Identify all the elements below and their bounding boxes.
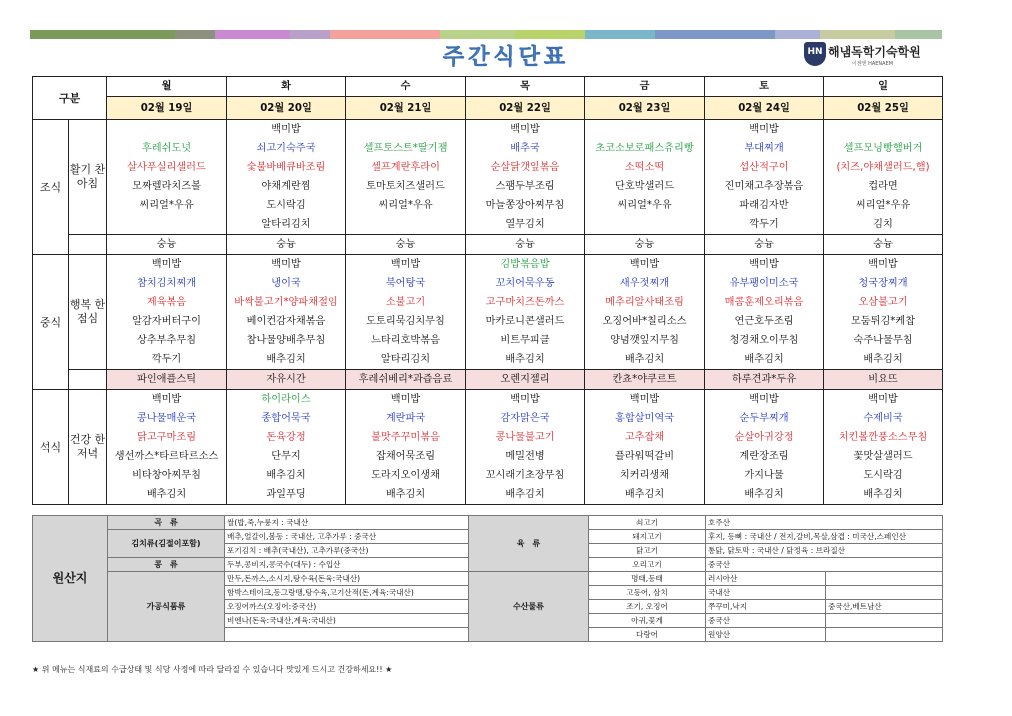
menu-item: 배추김치 — [466, 485, 585, 505]
color-strip-segment — [330, 30, 440, 39]
extra-item: 숭늉 — [227, 235, 346, 255]
menu-item: 북어탕국 — [346, 274, 466, 293]
menu-item: 청경채오이무침 — [705, 331, 824, 350]
menu-item: 도라지오이생채 — [346, 466, 466, 485]
meal-subtitle: 건강 한 저녁 — [69, 390, 107, 505]
menu-item: 백미밥 — [466, 120, 585, 140]
menu-item: 오삼불고기 — [824, 293, 943, 312]
menu-item: 초코소보로패스츄리빵 — [585, 139, 705, 158]
color-strip-segment — [290, 30, 330, 39]
menu-item: 백미밥 — [824, 390, 943, 410]
day-header: 화 — [227, 77, 346, 97]
menu-item: 백미밥 — [227, 255, 346, 275]
color-strip-segment — [775, 30, 820, 39]
menu-item: 꼬치어묵우동 — [466, 274, 585, 293]
day-header: 토 — [705, 77, 824, 97]
menu-item: 불맛주꾸미볶음 — [346, 428, 466, 447]
menu-item: 배추김치 — [824, 350, 943, 370]
menu-item: 소떡소떡 — [585, 158, 705, 177]
menu-item: 배추김치 — [227, 350, 346, 370]
seafood-origin: 원양산 — [706, 628, 826, 642]
seafood-origin: 쭈꾸미,낙지 — [706, 600, 826, 614]
meal-label: 조식 — [33, 120, 69, 255]
meat-name: 닭고기 — [589, 544, 706, 558]
menu-item: 깍두기 — [107, 350, 227, 370]
menu-item: 배추김치 — [585, 485, 705, 505]
footer-note: ★ 위 메뉴는 식재료의 수급상태 및 식당 사정에 따라 달라질 수 있습니다 맛있게 드시고 건강하세요!! ★ — [32, 665, 393, 674]
menu-item — [824, 120, 943, 140]
menu-item: 순살닭갯잎볶음 — [466, 158, 585, 177]
spacer-cell — [69, 370, 107, 390]
origin-value: 포기김치 : 배추(국내산), 고추가루(중국산) — [225, 544, 469, 558]
menu-item: 단호박샐러드 — [585, 177, 705, 196]
menu-item: 깍두기 — [705, 215, 824, 235]
origin-value: 함박스테이크,동그랑땡,탕수육,고기산적(돈,계육:국내산) — [225, 586, 469, 600]
meat-name: 쇠고기 — [589, 516, 706, 530]
meat-origin: 호주산 — [706, 516, 943, 530]
menu-item: 백미밥 — [705, 255, 824, 275]
menu-item: 백미밥 — [705, 120, 824, 140]
menu-item: 알감자버터구이 — [107, 312, 227, 331]
menu-item: 청국장찌개 — [824, 274, 943, 293]
extra-item: 숭늉 — [824, 235, 943, 255]
seafood-name: 조기, 오징어 — [589, 600, 706, 614]
menu-item: 파래김자반 — [705, 196, 824, 215]
color-strip-segment — [655, 30, 775, 39]
menu-item: 양념깻잎지무침 — [585, 331, 705, 350]
menu-item: 계란파국 — [346, 409, 466, 428]
menu-item: 모짜렐라치즈볼 — [107, 177, 227, 196]
menu-item: 배추김치 — [705, 350, 824, 370]
origin-category: 가공식품류 — [108, 572, 225, 642]
menu-item: (치즈,야채샐러드,햄) — [824, 158, 943, 177]
seafood-origin-2 — [826, 614, 943, 628]
extra-item: 숭늉 — [585, 235, 705, 255]
menu-item — [107, 215, 227, 235]
seafood-origin-2: 중국산,베트남산 — [826, 600, 943, 614]
color-strip-segment — [175, 30, 215, 39]
snack-item: 하루견과*두유 — [705, 370, 824, 390]
menu-item: 씨리얼*우유 — [824, 196, 943, 215]
origin-table — [32, 515, 943, 642]
menu-item: 메밀전병 — [466, 447, 585, 466]
menu-item: 종합어묵국 — [227, 409, 346, 428]
menu-item: 셀프모닝빵햄버거 — [824, 139, 943, 158]
date-header: 02월 23일 — [585, 97, 705, 120]
seafood-name: 아귀,꽃게 — [589, 614, 706, 628]
menu-item: 김밥볶음밥 — [466, 255, 585, 275]
color-strip-segment — [820, 30, 895, 39]
menu-item: 배추김치 — [227, 466, 346, 485]
menu-item: 알타리김치 — [227, 215, 346, 235]
menu-item: 마늘쫑장아찌무침 — [466, 196, 585, 215]
snack-item: 자유시간 — [227, 370, 346, 390]
header-gubun: 구분 — [33, 77, 107, 120]
seafood-origin-2 — [826, 572, 943, 586]
menu-item: 상추부추무침 — [107, 331, 227, 350]
origin-value: 비엔나(돈육:국내산,계육:국내산) — [225, 614, 469, 628]
menu-item: 숙주나물무침 — [824, 331, 943, 350]
color-strip-segment — [895, 30, 942, 39]
menu-item: 백미밥 — [585, 390, 705, 410]
menu-item: 배추국 — [466, 139, 585, 158]
menu-item: 하이라이스 — [227, 390, 346, 410]
day-header: 월 — [107, 77, 227, 97]
day-header: 일 — [824, 77, 943, 97]
menu-item: 백미밥 — [705, 390, 824, 410]
menu-item: 치킨볼깐풍소스무침 — [824, 428, 943, 447]
menu-item: 잡채어묵조림 — [346, 447, 466, 466]
origin-value — [225, 628, 469, 642]
menu-item: 진미채고추장볶음 — [705, 177, 824, 196]
origin-value: 두부,콩비지,콩국수(대두) : 수입산 — [225, 558, 469, 572]
menu-item: 플라워떡갈비 — [585, 447, 705, 466]
meat-origin: 통닭, 닭토막 : 국내산 / 닭정육 : 브라질산 — [706, 544, 943, 558]
menu-item: 연근호두조림 — [705, 312, 824, 331]
menu-item: 도시락김 — [824, 466, 943, 485]
menu-item: 수제비국 — [824, 409, 943, 428]
menu-item: 김치 — [824, 215, 943, 235]
snack-item: 오렌지젤리 — [466, 370, 585, 390]
menu-item: 유부팽이미소국 — [705, 274, 824, 293]
menu-item: 생선까스*타르타르소스 — [107, 447, 227, 466]
meal-subtitle: 활기 찬 아침 — [69, 120, 107, 235]
origin-value: 오징어까스(오징어:중국산) — [225, 600, 469, 614]
menu-item: 배추김치 — [107, 485, 227, 505]
menu-item: 백미밥 — [107, 255, 227, 275]
color-strip-segment — [30, 30, 175, 39]
menu-item: 꼬시래기초장무침 — [466, 466, 585, 485]
color-strip — [30, 30, 942, 39]
menu-item: 고구마치즈돈까스 — [466, 293, 585, 312]
logo-name: 해냄독학기숙학원 — [828, 45, 921, 59]
menu-item: 씨리얼*우유 — [585, 196, 705, 215]
seafood-origin-2 — [826, 586, 943, 600]
menu-item: 모둠튀김*케찹 — [824, 312, 943, 331]
seafood-name: 명태,동태 — [589, 572, 706, 586]
extra-item: 숭늉 — [466, 235, 585, 255]
origin-value: 만두,돈까스,소시지,탕수육(돈육:국내산) — [225, 572, 469, 586]
menu-item — [585, 120, 705, 140]
snack-item: 비요뜨 — [824, 370, 943, 390]
meal-label: 중식 — [33, 255, 69, 390]
menu-item: 느타리호박볶음 — [346, 331, 466, 350]
extra-item: 숭늉 — [107, 235, 227, 255]
seafood-name: 다랑어 — [589, 628, 706, 642]
menu-item: 백미밥 — [466, 390, 585, 410]
menu-item: 치커리생채 — [585, 466, 705, 485]
seafood-category: 수산물류 — [469, 572, 589, 642]
date-header: 02월 22일 — [466, 97, 585, 120]
menu-item: 셀프계란후라이 — [346, 158, 466, 177]
menu-item: 숯불바베큐바조림 — [227, 158, 346, 177]
menu-item: 배추김치 — [585, 350, 705, 370]
menu-item: 감자맑은국 — [466, 409, 585, 428]
menu-item: 토마토치즈샐러드 — [346, 177, 466, 196]
date-header: 02월 24일 — [705, 97, 824, 120]
date-header: 02월 19일 — [107, 97, 227, 120]
menu-item: 도토리묵김치무침 — [346, 312, 466, 331]
seafood-origin: 중국산 — [706, 614, 826, 628]
menu-item: 백미밥 — [107, 390, 227, 410]
seafood-origin: 러시아산 — [706, 572, 826, 586]
menu-item: 단무지 — [227, 447, 346, 466]
menu-item: 꽃맛살샐러드 — [824, 447, 943, 466]
day-header: 목 — [466, 77, 585, 97]
menu-item: 순살아귀강정 — [705, 428, 824, 447]
menu-item: 비타창아찌무침 — [107, 466, 227, 485]
menu-item: 알타리김치 — [346, 350, 466, 370]
origin-category: 곡 류 — [108, 516, 225, 530]
menu-item: 야채계란찜 — [227, 177, 346, 196]
color-strip-segment — [515, 30, 585, 39]
menu-item: 돈육강정 — [227, 428, 346, 447]
menu-item: 셀프토스트*딸기잼 — [346, 139, 466, 158]
day-header: 금 — [585, 77, 705, 97]
seafood-origin-2 — [826, 628, 943, 642]
menu-item: 열무김치 — [466, 215, 585, 235]
menu-item: 비트무피클 — [466, 331, 585, 350]
menu-item: 콩나물매운국 — [107, 409, 227, 428]
meat-name: 오리고기 — [589, 558, 706, 572]
menu-item: 홍합살미역국 — [585, 409, 705, 428]
menu-item: 바싹불고기*양파채절임 — [227, 293, 346, 312]
date-header: 02월 25일 — [824, 97, 943, 120]
weekly-menu-table — [32, 76, 943, 505]
menu-item: 백미밥 — [227, 120, 346, 140]
logo-shield-icon: HN — [804, 42, 826, 66]
date-header: 02월 21일 — [346, 97, 466, 120]
menu-item: 냉이국 — [227, 274, 346, 293]
menu-item: 배추김치 — [705, 485, 824, 505]
seafood-origin: 국내산 — [706, 586, 826, 600]
snack-item: 후레쉬베리*과즙음료 — [346, 370, 466, 390]
menu-item: 계란장조림 — [705, 447, 824, 466]
menu-item — [585, 215, 705, 235]
color-strip-segment — [440, 30, 515, 39]
school-logo — [800, 40, 940, 72]
menu-item: 씨리얼*우유 — [107, 196, 227, 215]
menu-item — [107, 120, 227, 140]
menu-item: 컵라면 — [824, 177, 943, 196]
menu-item: 살사푸실리샐러드 — [107, 158, 227, 177]
origin-title: 원산지 — [33, 516, 108, 642]
page-title: 주간식단표 — [442, 45, 570, 70]
meat-origin: 중국산 — [706, 558, 943, 572]
meal-label: 석식 — [33, 390, 69, 505]
menu-item: 메추리알사태조림 — [585, 293, 705, 312]
menu-item: 배추김치 — [346, 485, 466, 505]
menu-item: 순두부찌개 — [705, 409, 824, 428]
date-header: 02월 20일 — [227, 97, 346, 120]
menu-item: 소불고기 — [346, 293, 466, 312]
menu-item: 과일푸딩 — [227, 485, 346, 505]
seafood-name: 고등어, 삼치 — [589, 586, 706, 600]
menu-item: 도시락김 — [227, 196, 346, 215]
origin-value: 배추,얼갈이,봄동 : 국내산, 고추가루 : 중국산 — [225, 530, 469, 544]
menu-item: 섭산적구이 — [705, 158, 824, 177]
menu-item: 씨리얼*우유 — [346, 196, 466, 215]
meal-subtitle: 행복 한 점심 — [69, 255, 107, 370]
meat-category: 육 류 — [469, 516, 589, 572]
menu-item: 매콤훈제오리볶음 — [705, 293, 824, 312]
logo-subtitle: 이젠엔 HAENAEM — [852, 61, 894, 67]
menu-item: 배추김치 — [824, 485, 943, 505]
menu-item: 참치김치찌개 — [107, 274, 227, 293]
menu-item: 부대찌개 — [705, 139, 824, 158]
menu-item: 후레쉬도넛 — [107, 139, 227, 158]
menu-item: 쇠고기숙주국 — [227, 139, 346, 158]
menu-item: 닭고구마조림 — [107, 428, 227, 447]
menu-item: 오징어바*칠리소스 — [585, 312, 705, 331]
day-header: 수 — [346, 77, 466, 97]
menu-item: 배추김치 — [466, 350, 585, 370]
menu-item: 스팸두부조림 — [466, 177, 585, 196]
menu-item: 가지나물 — [705, 466, 824, 485]
menu-item: 백미밥 — [346, 390, 466, 410]
extra-item: 숭늉 — [346, 235, 466, 255]
snack-item: 칸쵸*야쿠르트 — [585, 370, 705, 390]
color-strip-segment — [215, 30, 290, 39]
menu-item: 백미밥 — [585, 255, 705, 275]
menu-item — [346, 215, 466, 235]
origin-value: 쌀(밥,죽,누룽지 : 국내산 — [225, 516, 469, 530]
color-strip-segment — [585, 30, 655, 39]
meat-name: 돼지고기 — [589, 530, 706, 544]
menu-item: 참나물양배추무침 — [227, 331, 346, 350]
menu-item: 백미밥 — [824, 255, 943, 275]
origin-category: 김치류(김절이포함) — [108, 530, 225, 558]
menu-item: 마카로니콘샐러드 — [466, 312, 585, 331]
menu-item: 베이컨감자채볶음 — [227, 312, 346, 331]
meat-origin: 후지, 등뼈 : 국내산 / 전지,갈비,목살,삼겹 : 미국산,스페인산 — [706, 530, 943, 544]
menu-item: 새우젓찌개 — [585, 274, 705, 293]
menu-item: 콩나물불고기 — [466, 428, 585, 447]
menu-item: 백미밥 — [346, 255, 466, 275]
snack-item: 파인애플스틱 — [107, 370, 227, 390]
spacer-cell — [69, 235, 107, 255]
menu-item: 고추잡채 — [585, 428, 705, 447]
menu-item: 제육볶음 — [107, 293, 227, 312]
menu-item — [346, 120, 466, 140]
extra-item: 숭늉 — [705, 235, 824, 255]
origin-category: 콩 류 — [108, 558, 225, 572]
